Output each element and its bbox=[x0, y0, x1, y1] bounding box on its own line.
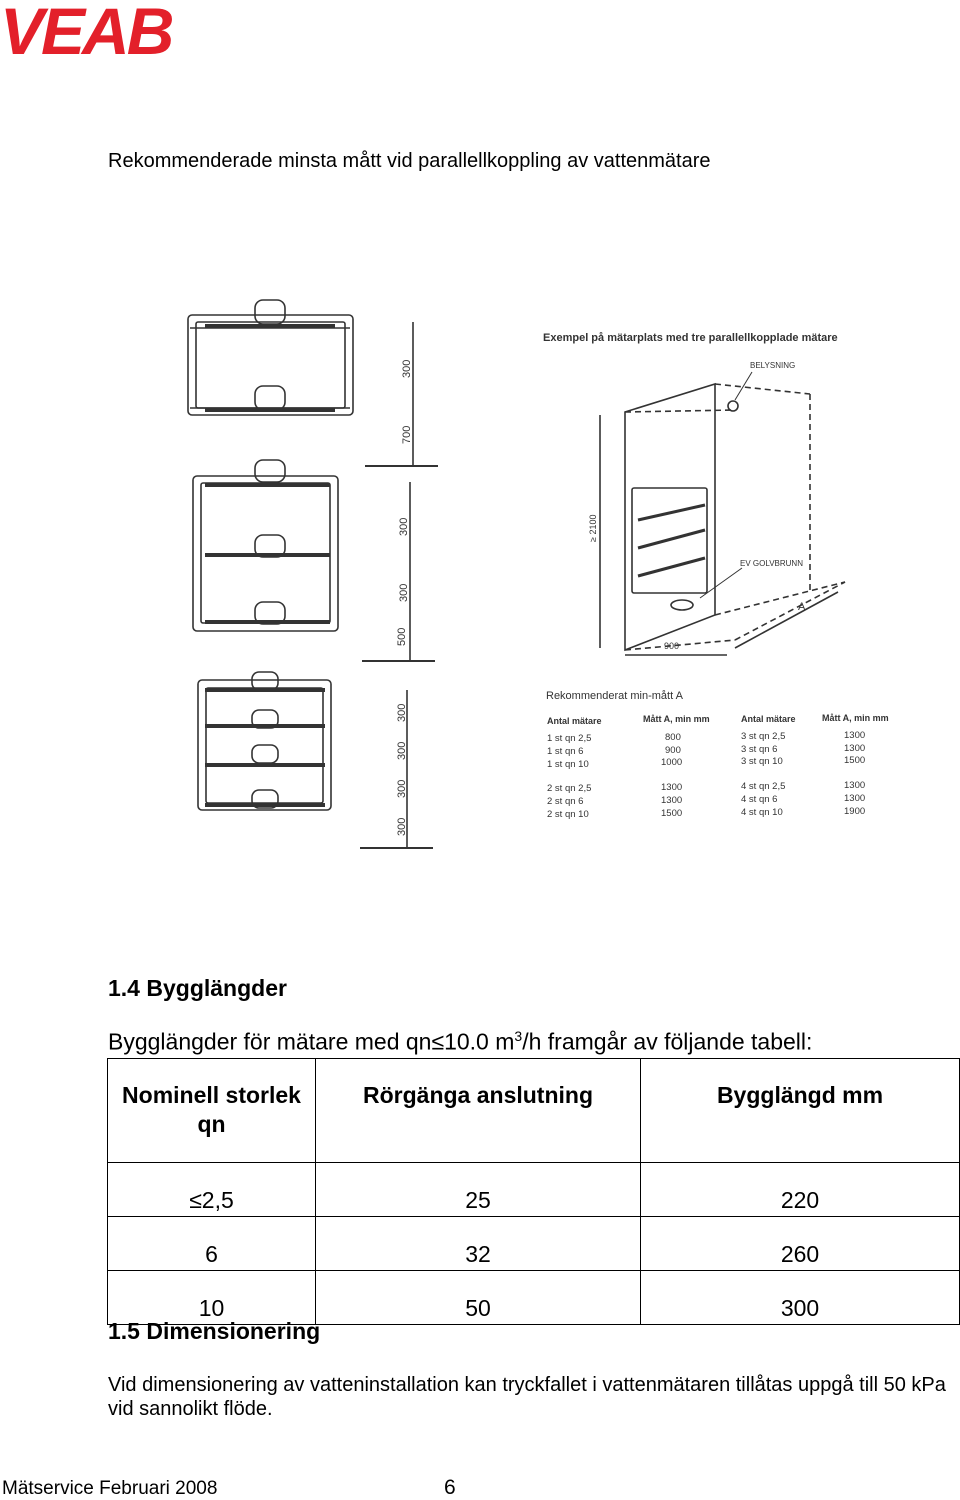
veab-logo bbox=[0, 0, 175, 60]
svg-text:1900: 1900 bbox=[844, 806, 866, 817]
drain-label: EV GOLVBRUNN bbox=[740, 559, 803, 568]
svg-text:Mått A, min mm: Mått A, min mm bbox=[822, 713, 889, 723]
section-intro: Bygglängder för mätare med qn≤10.0 $m^3/h$ framgår av följande tabell: bbox=[108, 1028, 813, 1055]
svg-text:2 st qn 10: 2 st qn 10 bbox=[547, 809, 589, 820]
lighting-label: BELYSNING bbox=[750, 361, 796, 370]
svg-text:1300: 1300 bbox=[844, 743, 866, 754]
height-dim: ≥ 2100 bbox=[588, 514, 598, 542]
meter-rack-four bbox=[198, 672, 331, 810]
svg-text:1000: 1000 bbox=[661, 757, 683, 768]
length-table bbox=[107, 1058, 960, 1325]
figure-caption: Rekommenderade minsta mått vid parallellkoppling av vattenmätare bbox=[108, 150, 711, 172]
table-header: Bygglängd mm bbox=[641, 1059, 960, 1163]
table-header: Rörgänga anslutning bbox=[316, 1059, 641, 1163]
room-title: Exempel på mätarplats med tre parallellkopplade mätare bbox=[543, 332, 838, 344]
section-heading-15: 1.5 Dimensionering bbox=[108, 1318, 321, 1344]
depth-dim: A bbox=[798, 601, 806, 613]
table-row: ≤2,5 25 220 bbox=[108, 1163, 960, 1217]
table-header-row bbox=[108, 1059, 960, 1163]
svg-text:4 st qn 10: 4 st qn 10 bbox=[741, 807, 783, 818]
section-heading-14: 1.4 Bygglängder bbox=[108, 975, 287, 1001]
table-row: 10 50 300 bbox=[108, 1271, 960, 1325]
svg-text:3 st qn 2,5: 3 st qn 2,5 bbox=[741, 731, 786, 742]
dim-label: 300 bbox=[396, 741, 408, 760]
installation-figure bbox=[160, 290, 920, 860]
dim-label: 300 bbox=[396, 779, 408, 798]
svg-text:2 st qn 2,5: 2 st qn 2,5 bbox=[547, 783, 592, 794]
dim-label: 300 bbox=[401, 359, 413, 378]
svg-text:1 st qn 10: 1 st qn 10 bbox=[547, 759, 589, 770]
min-dimension-table bbox=[546, 690, 889, 820]
svg-text:Mått A, min mm: Mått A, min mm bbox=[643, 714, 710, 724]
svg-text:1 st qn 2,5: 1 st qn 2,5 bbox=[547, 733, 592, 744]
dim-label: 300 bbox=[396, 817, 408, 836]
dim-label: 300 bbox=[398, 517, 410, 536]
dim-label: 300 bbox=[396, 703, 408, 722]
svg-text:1300: 1300 bbox=[844, 730, 866, 741]
svg-text:4 st qn 2,5: 4 st qn 2,5 bbox=[741, 781, 786, 792]
svg-text:1 st qn 6: 1 st qn 6 bbox=[547, 746, 584, 757]
svg-text:900: 900 bbox=[665, 745, 681, 756]
min-table-title: Rekommenderat min-mått A bbox=[546, 690, 683, 702]
svg-text:800: 800 bbox=[665, 732, 681, 743]
meter-rack-two bbox=[188, 300, 353, 415]
svg-text:3 st qn 10: 3 st qn 10 bbox=[741, 756, 783, 767]
logo-text: VEAB bbox=[0, 0, 172, 60]
meter-rack-three bbox=[193, 460, 338, 631]
svg-text:1300: 1300 bbox=[844, 780, 866, 791]
table-row: 6 32 260 bbox=[108, 1217, 960, 1271]
footer-text: Mätservice Februari 2008 bbox=[2, 1478, 218, 1499]
table-header: Nominell storlek qn bbox=[108, 1059, 316, 1163]
width-dim: 900 bbox=[664, 641, 680, 651]
dim-label: 500 bbox=[396, 627, 408, 646]
svg-text:1300: 1300 bbox=[844, 793, 866, 804]
section-paragraph: Vid dimensionering av vatteninstallation kan tryckfallet i vattenmätaren tillåtas uppgå till 50 kPa vid sannolikt flöde. bbox=[108, 1374, 946, 1420]
svg-text:1500: 1500 bbox=[844, 755, 866, 766]
svg-text:3 st qn 6: 3 st qn 6 bbox=[741, 744, 778, 755]
svg-text:1300: 1300 bbox=[661, 795, 683, 806]
svg-text:Antal mätare: Antal mätare bbox=[741, 714, 796, 724]
svg-text:1300: 1300 bbox=[661, 782, 683, 793]
dim-label: 700 bbox=[401, 425, 413, 444]
svg-text:2 st qn 6: 2 st qn 6 bbox=[547, 796, 584, 807]
svg-text:1500: 1500 bbox=[661, 808, 683, 819]
svg-text:4 st qn 6: 4 st qn 6 bbox=[741, 794, 778, 805]
page-number: 6 bbox=[444, 1476, 456, 1499]
dim-label: 300 bbox=[398, 583, 410, 602]
svg-text:Antal mätare: Antal mätare bbox=[547, 716, 602, 726]
meter-room-sketch bbox=[600, 372, 845, 655]
